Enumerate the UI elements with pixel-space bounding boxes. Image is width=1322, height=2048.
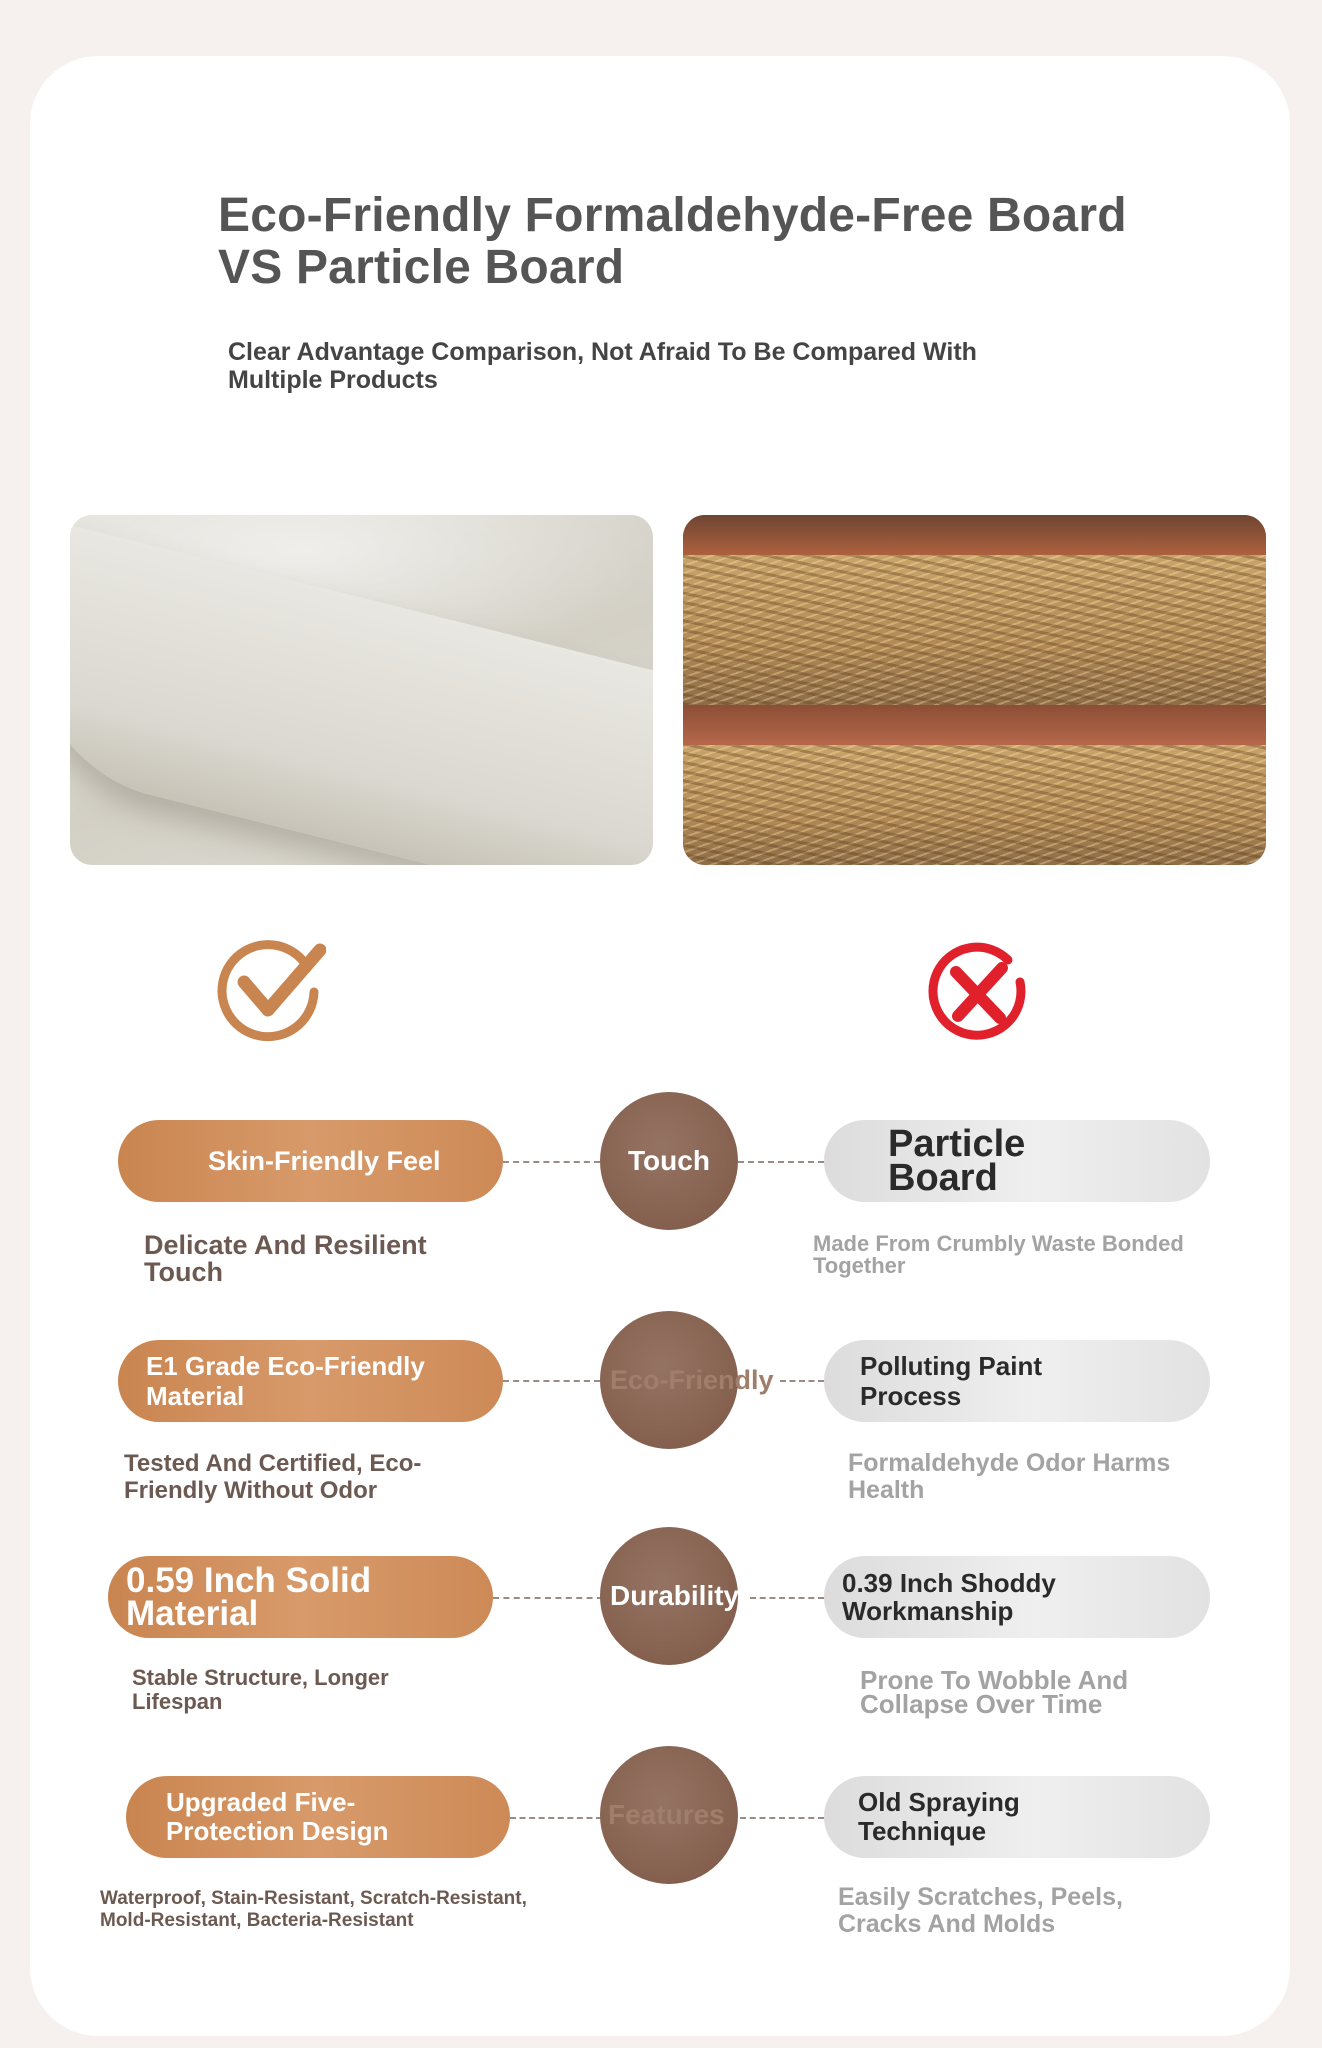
category-eco-friendly xyxy=(600,1311,774,1449)
touch-drawback-desc: Made From Crumbly Waste Bonded Together xyxy=(813,1231,1184,1278)
category-label: Touch xyxy=(628,1145,710,1176)
page-subtitle: Clear Advantage Comparison, Not Afraid To Be Compared With Multiple Products xyxy=(228,338,977,394)
touch-drawback-label: Particle Board xyxy=(888,1123,1026,1199)
eco-drawback-desc: Formaldehyde Odor Harms Health xyxy=(848,1449,1171,1504)
category-touch xyxy=(600,1092,738,1230)
durability-drawback-desc: Prone To Wobble And Collapse Over Time xyxy=(860,1665,1129,1719)
eco-advantage-label: E1 Grade Eco-Friendly Material xyxy=(146,1351,425,1411)
category-label: Eco-Friendly xyxy=(610,1364,774,1395)
category-features xyxy=(600,1746,738,1884)
touch-drawback-pill xyxy=(824,1120,1210,1202)
touch-advantage-desc: Delicate And Resilient Touch xyxy=(144,1230,427,1287)
durability-drawback-pill xyxy=(824,1556,1210,1638)
page-title: Eco-Friendly Formaldehyde-Free Board VS Particle Board xyxy=(218,189,1127,294)
category-label: Durability xyxy=(610,1580,740,1611)
category-durability xyxy=(600,1527,738,1665)
features-drawback-desc: Easily Scratches, Peels, Cracks And Molds xyxy=(838,1883,1123,1938)
connector-line xyxy=(510,1817,602,1819)
connector-line xyxy=(503,1161,600,1163)
eco-board-photo xyxy=(70,515,653,865)
eco-advantage-pill xyxy=(118,1340,503,1422)
connector-line xyxy=(740,1817,824,1819)
category-label: Features xyxy=(608,1799,725,1830)
features-drawback-pill xyxy=(824,1776,1210,1858)
features-drawback-label: Old Spraying Technique xyxy=(858,1787,1020,1846)
cross-icon xyxy=(922,938,1032,1048)
durability-advantage-desc: Stable Structure, Longer Lifespan xyxy=(132,1665,389,1714)
connector-line xyxy=(738,1161,824,1163)
connector-line xyxy=(750,1597,824,1599)
durability-advantage-pill xyxy=(108,1556,493,1638)
eco-drawback-pill xyxy=(824,1340,1210,1422)
touch-advantage-pill xyxy=(118,1120,503,1202)
features-advantage-pill xyxy=(126,1776,510,1858)
connector-line xyxy=(780,1380,824,1382)
durability-drawback-label: 0.39 Inch Shoddy Workmanship xyxy=(842,1568,1056,1626)
features-advantage-desc: Waterproof, Stain-Resistant, Scratch-Resistant, Mold-Resistant, Bacteria-Resistant xyxy=(100,1888,527,1931)
connector-line xyxy=(503,1380,600,1382)
check-icon xyxy=(216,932,326,1042)
features-advantage-label: Upgraded Five-Protection Design xyxy=(166,1787,389,1846)
durability-advantage-label: 0.59 Inch Solid Material xyxy=(126,1561,372,1633)
eco-advantage-desc: Tested And Certified, Eco-Friendly Without Odor xyxy=(124,1450,422,1504)
eco-drawback-label: Polluting Paint Process xyxy=(860,1351,1042,1411)
particle-board-photo xyxy=(683,515,1266,865)
connector-line xyxy=(493,1597,603,1599)
touch-advantage-label: Skin-Friendly Feel xyxy=(208,1145,441,1176)
